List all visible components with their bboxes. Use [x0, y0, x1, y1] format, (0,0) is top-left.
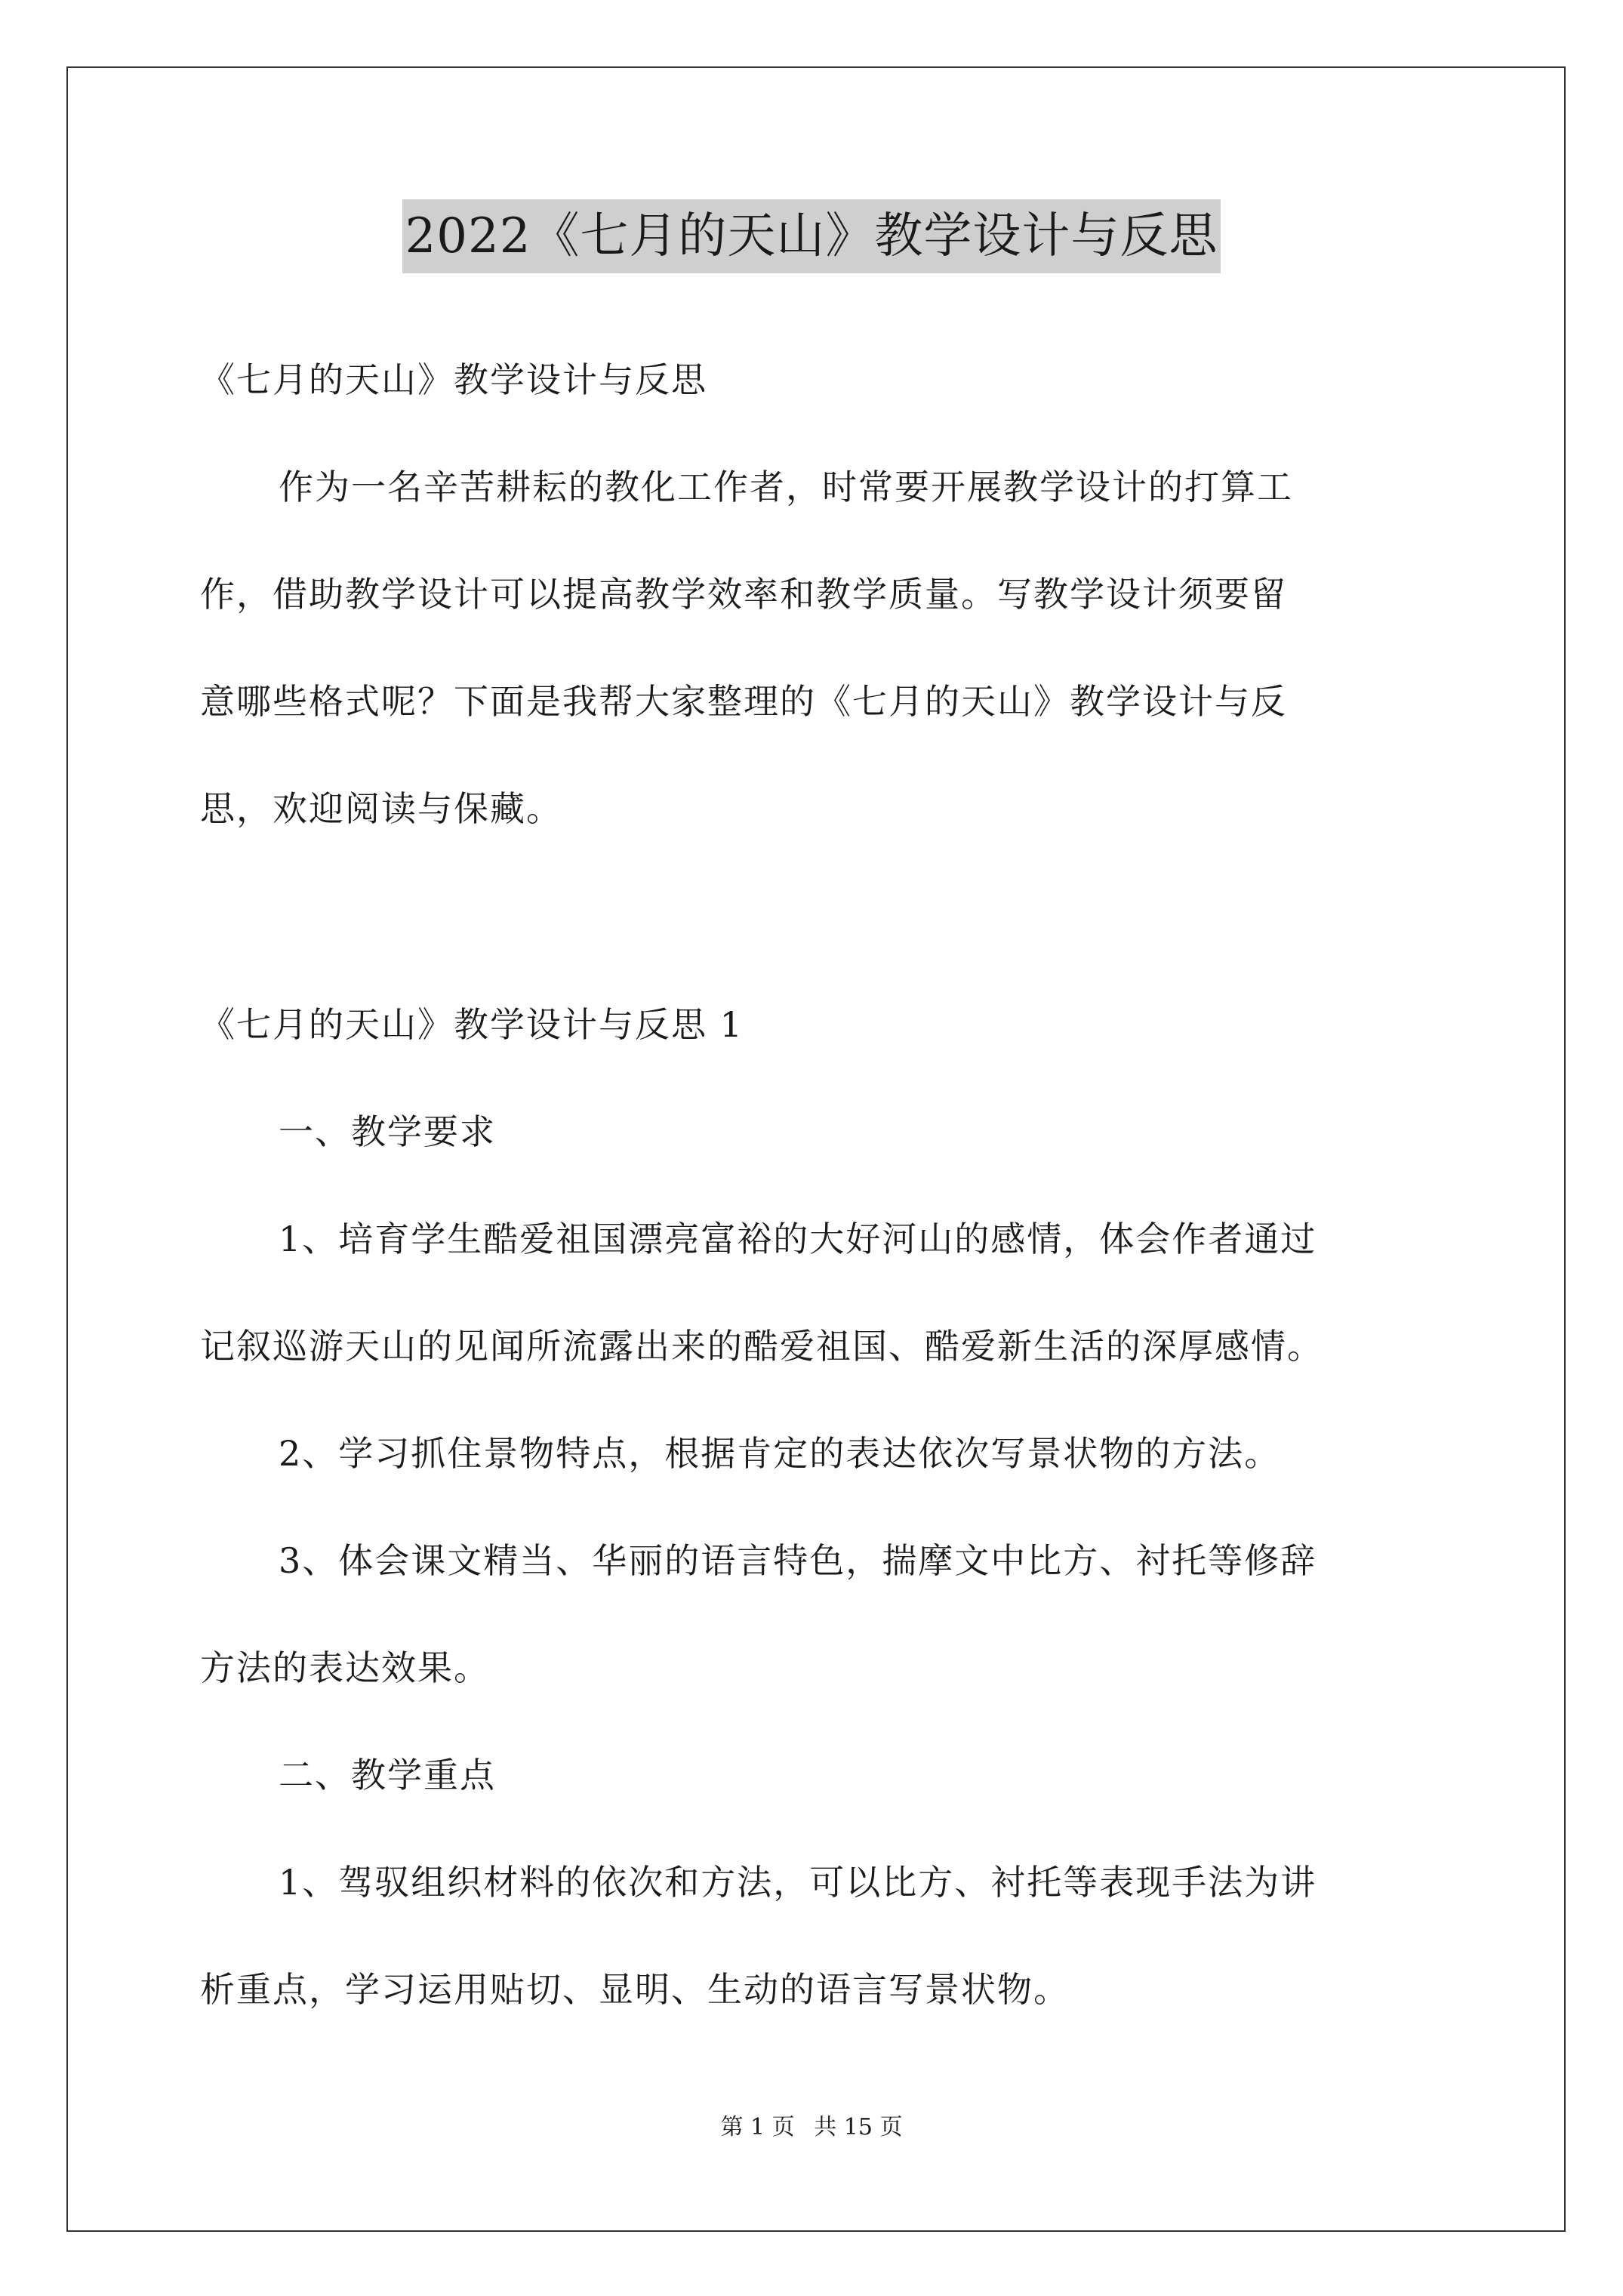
document-title: 2022《七月的天山》教学设计与反思 — [402, 199, 1221, 273]
page-number: 第 1 页 — [720, 2114, 795, 2140]
key1-line-1: 1、驾驭组织材料的依次和方法，可以比方、衬托等表现手法为讲 — [279, 1862, 1317, 1903]
page-footer — [0, 2113, 1623, 2143]
section-heading: 《七月的天山》教学设计与反思 1 — [200, 1004, 744, 1045]
page-total: 共 15 页 — [814, 2114, 903, 2140]
intro-line-1: 作为一名辛苦耕耘的教化工作者，时常要开展教学设计的打算工 — [279, 467, 1293, 507]
intro-line-3: 意哪些格式呢？下面是我帮大家整理的《七月的天山》教学设计与反 — [200, 681, 1287, 722]
intro-line-2: 作，借助教学设计可以提高教学效率和教学质量。写教学设计须要留 — [200, 574, 1287, 615]
req1-line-2: 记叙巡游天山的见闻所流露出来的酷爱祖国、酷爱新生活的深厚感情。 — [200, 1326, 1323, 1367]
req3-line-1: 3、体会课文精当、华丽的语言特色，揣摩文中比方、衬托等修辞 — [279, 1540, 1317, 1581]
req3-line-2: 方法的表达效果。 — [200, 1647, 490, 1688]
key1-line-2: 析重点，学习运用贴切、显明、生动的语言写景状物。 — [200, 1969, 1070, 2010]
req2-line: 2、学习抓住景物特点，根据肯定的表达依次写景状物的方法。 — [279, 1433, 1281, 1474]
title-container — [0, 199, 1623, 273]
req1-line-1: 1、培育学生酷爱祖国漂亮富裕的大好河山的感情，体会作者通过 — [279, 1219, 1317, 1259]
part1-heading: 一、教学要求 — [279, 1111, 496, 1152]
part2-heading: 二、教学重点 — [279, 1755, 496, 1795]
intro-line-4: 思，欢迎阅读与保藏。 — [200, 788, 562, 829]
document-subtitle: 《七月的天山》教学设计与反思 — [200, 359, 707, 400]
